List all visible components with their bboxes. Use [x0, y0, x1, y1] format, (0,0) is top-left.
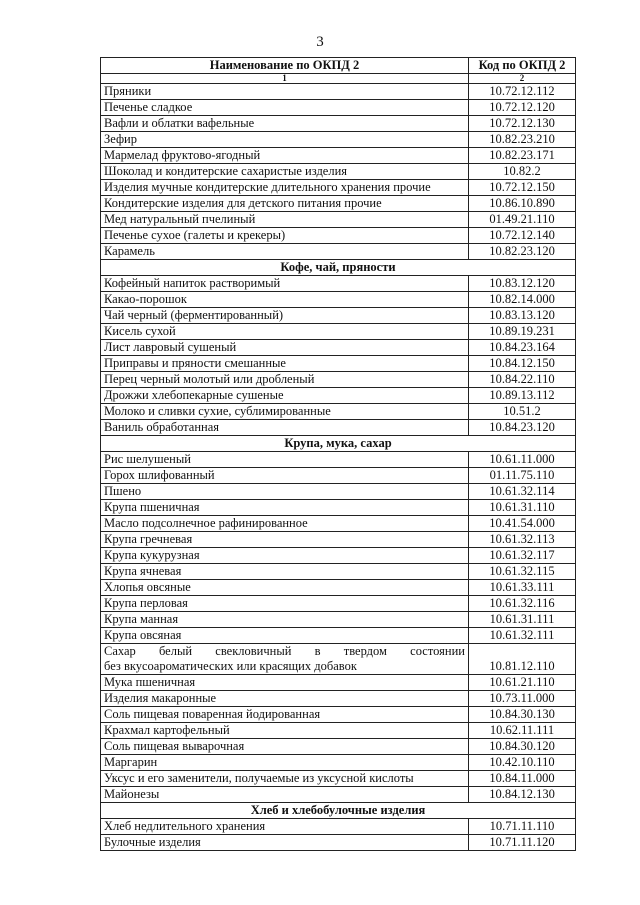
section-title: Крупа, мука, сахар [101, 436, 576, 452]
item-code: 10.61.33.111 [469, 580, 576, 596]
table-row [101, 452, 576, 468]
item-name: Зефир [101, 132, 469, 148]
item-name: Шоколад и кондитерские сахаристые изделия [101, 164, 469, 180]
item-code: 10.51.2 [469, 404, 576, 420]
item-name: Крахмал картофельный [101, 723, 469, 739]
item-name: Лист лавровый сушеный [101, 340, 469, 356]
item-name: Соль пищевая выварочная [101, 739, 469, 755]
item-code: 10.84.12.150 [469, 356, 576, 372]
item-name: Карамель [101, 244, 469, 260]
table-row [101, 819, 576, 835]
table-row [101, 484, 576, 500]
table-row [101, 356, 576, 372]
item-name: Крупа пшеничная [101, 500, 469, 516]
item-code: 10.82.23.120 [469, 244, 576, 260]
table-row [101, 644, 576, 675]
item-code: 10.82.14.000 [469, 292, 576, 308]
item-name: Чай черный (ферментированный) [101, 308, 469, 324]
column-number-code: 2 [469, 74, 576, 84]
item-code: 10.61.21.110 [469, 675, 576, 691]
item-code: 10.72.12.112 [469, 84, 576, 100]
item-code: 10.82.23.210 [469, 132, 576, 148]
table-row [101, 628, 576, 644]
table-row [101, 212, 576, 228]
section-row [101, 436, 576, 452]
item-code: 10.83.13.120 [469, 308, 576, 324]
item-name: Пряники [101, 84, 469, 100]
table-row [101, 468, 576, 484]
table-row [101, 596, 576, 612]
item-name: Печенье сухое (галеты и крекеры) [101, 228, 469, 244]
item-name: Хлеб недлительного хранения [101, 819, 469, 835]
table-row [101, 755, 576, 771]
item-name: Кофейный напиток растворимый [101, 276, 469, 292]
table-row [101, 548, 576, 564]
table-row [101, 612, 576, 628]
section-row [101, 260, 576, 276]
header-code: Код по ОКПД 2 [469, 58, 576, 74]
item-code: 10.83.12.120 [469, 276, 576, 292]
table-row [101, 564, 576, 580]
table-row [101, 516, 576, 532]
item-name: Майонезы [101, 787, 469, 803]
item-code: 10.62.11.111 [469, 723, 576, 739]
table-row [101, 500, 576, 516]
table-row [101, 739, 576, 755]
item-name: Изделия мучные кондитерские длительного хранения прочие [101, 180, 469, 196]
item-code: 10.84.12.130 [469, 787, 576, 803]
item-name: Масло подсолнечное рафинированное [101, 516, 469, 532]
item-name: Соль пищевая поваренная йодированная [101, 707, 469, 723]
item-code: 10.42.10.110 [469, 755, 576, 771]
item-code: 10.61.11.000 [469, 452, 576, 468]
item-name-line2: без вкусоароматических или красящих добавок [104, 659, 357, 673]
item-code: 10.81.12.110 [469, 644, 576, 675]
item-name: Кондитерские изделия для детского питания прочие [101, 196, 469, 212]
section-title: Хлеб и хлебобулочные изделия [101, 803, 576, 819]
table-row [101, 292, 576, 308]
item-name: Молоко и сливки сухие, сублимированные [101, 404, 469, 420]
table-row [101, 132, 576, 148]
table-row [101, 532, 576, 548]
table-row [101, 116, 576, 132]
table-header [101, 58, 576, 84]
item-code: 10.84.23.164 [469, 340, 576, 356]
item-code: 10.61.32.117 [469, 548, 576, 564]
table-row [101, 691, 576, 707]
table-row [101, 675, 576, 691]
table-row [101, 244, 576, 260]
section-row [101, 803, 576, 819]
table-row [101, 340, 576, 356]
item-code: 10.73.11.000 [469, 691, 576, 707]
item-name-word: Сахар [104, 644, 136, 658]
item-code: 10.61.32.111 [469, 628, 576, 644]
item-code: 10.72.12.130 [469, 116, 576, 132]
item-name: Ваниль обработанная [101, 420, 469, 436]
item-name: Перец черный молотый или дробленый [101, 372, 469, 388]
table-row [101, 324, 576, 340]
table-row [101, 723, 576, 739]
item-name: Булочные изделия [101, 835, 469, 851]
table-row [101, 148, 576, 164]
item-code: 10.89.19.231 [469, 324, 576, 340]
item-name: Дрожжи хлебопекарные сушеные [101, 388, 469, 404]
table-row [101, 164, 576, 180]
table-row [101, 180, 576, 196]
item-name: Изделия макаронные [101, 691, 469, 707]
column-number-name: 1 [101, 74, 469, 84]
item-code: 10.86.10.890 [469, 196, 576, 212]
item-name: Мармелад фруктово-ягодный [101, 148, 469, 164]
table-row [101, 707, 576, 723]
item-code: 10.82.2 [469, 164, 576, 180]
item-code: 10.72.12.140 [469, 228, 576, 244]
item-code: 10.61.32.116 [469, 596, 576, 612]
table-row [101, 84, 576, 100]
item-name: Уксус и его заменители, получаемые из уксусной кислоты [101, 771, 469, 787]
item-code: 10.84.22.110 [469, 372, 576, 388]
page-number: 3 [316, 34, 324, 50]
item-name: Печенье сладкое [101, 100, 469, 116]
item-code: 10.84.30.130 [469, 707, 576, 723]
item-code: 10.61.32.115 [469, 564, 576, 580]
item-code: 10.61.32.113 [469, 532, 576, 548]
item-code: 10.89.13.112 [469, 388, 576, 404]
item-code: 10.84.11.000 [469, 771, 576, 787]
item-name: Рис шелушеный [101, 452, 469, 468]
item-name: Вафли и облатки вафельные [101, 116, 469, 132]
item-name: Крупа овсяная [101, 628, 469, 644]
table-row [101, 228, 576, 244]
item-name-word: твердом [343, 644, 387, 658]
item-name: Мука пшеничная [101, 675, 469, 691]
table-row [101, 308, 576, 324]
item-name: Кисель сухой [101, 324, 469, 340]
table-row [101, 372, 576, 388]
item-code: 10.84.30.120 [469, 739, 576, 755]
item-name-line1 [104, 644, 465, 659]
item-code: 01.11.75.110 [469, 468, 576, 484]
item-name-word: свекловичный [215, 644, 292, 658]
table-row [101, 787, 576, 803]
item-code: 10.61.31.110 [469, 500, 576, 516]
item-code: 10.71.11.120 [469, 835, 576, 851]
item-code: 10.71.11.110 [469, 819, 576, 835]
table-row [101, 404, 576, 420]
item-code: 10.61.31.111 [469, 612, 576, 628]
table-row [101, 100, 576, 116]
item-name [101, 644, 469, 675]
table-row [101, 276, 576, 292]
item-code: 10.72.12.150 [469, 180, 576, 196]
table-row [101, 580, 576, 596]
table-row [101, 388, 576, 404]
item-code: 01.49.21.110 [469, 212, 576, 228]
item-name: Крупа ячневая [101, 564, 469, 580]
item-code: 10.72.12.120 [469, 100, 576, 116]
table-row [101, 835, 576, 851]
item-name: Какао-порошок [101, 292, 469, 308]
item-name: Пшено [101, 484, 469, 500]
item-code: 10.41.54.000 [469, 516, 576, 532]
item-name-word: состоянии [410, 644, 465, 658]
item-name: Крупа гречневая [101, 532, 469, 548]
item-name: Хлопья овсяные [101, 580, 469, 596]
item-name-word: белый [158, 644, 193, 658]
section-title: Кофе, чай, пряности [101, 260, 576, 276]
item-name: Горох шлифованный [101, 468, 469, 484]
header-name: Наименование по ОКПД 2 [101, 58, 469, 74]
table-body [101, 84, 576, 851]
item-name: Мед натуральный пчелиный [101, 212, 469, 228]
item-code: 10.61.32.114 [469, 484, 576, 500]
item-name: Крупа кукурузная [101, 548, 469, 564]
item-code: 10.82.23.171 [469, 148, 576, 164]
item-name: Маргарин [101, 755, 469, 771]
item-name: Крупа манная [101, 612, 469, 628]
item-code: 10.84.23.120 [469, 420, 576, 436]
item-name: Крупа перловая [101, 596, 469, 612]
okpd-table [100, 57, 576, 851]
table-row [101, 420, 576, 436]
table-row [101, 771, 576, 787]
item-name: Приправы и пряности смешанные [101, 356, 469, 372]
table-row [101, 196, 576, 212]
item-name-word: в [314, 644, 321, 658]
